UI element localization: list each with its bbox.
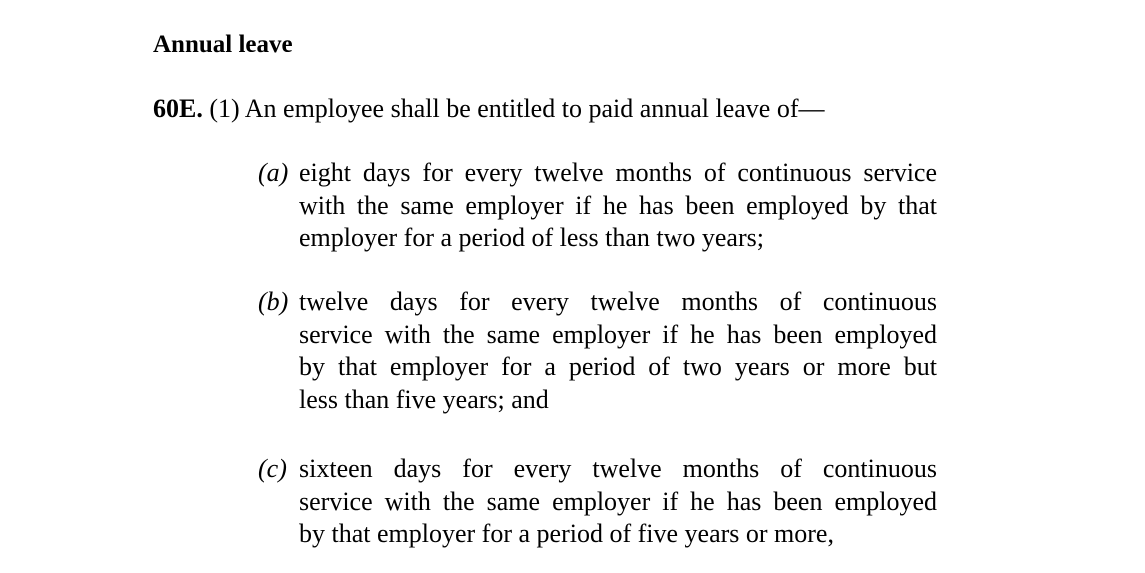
paragraph-b bbox=[258, 286, 938, 421]
paragraph-line: less than five years; and bbox=[299, 384, 549, 414]
paragraph-line: by that employer for a period of two years or more but bbox=[299, 352, 937, 381]
section-intro-text: An employee shall be entitled to paid annual leave of— bbox=[244, 94, 825, 123]
paragraph-line: twelve days for every twelve months of continuous bbox=[299, 287, 937, 316]
section-intro-line bbox=[153, 93, 825, 125]
paragraph-line: employer for a period of less than two years; bbox=[299, 223, 764, 252]
section-heading: Annual leave bbox=[153, 31, 293, 58]
subsection-number: (1) bbox=[209, 94, 240, 123]
paragraph-text bbox=[299, 286, 937, 416]
paragraph-text bbox=[299, 453, 937, 551]
paragraph-label: (c) bbox=[258, 454, 287, 483]
section-number: 60E. bbox=[153, 94, 203, 123]
paragraph-c bbox=[258, 453, 938, 553]
paragraph-line: by that employer for a period of five years or more, bbox=[299, 519, 834, 548]
paragraph-line: service with the same employer if he has been employed bbox=[299, 319, 937, 349]
paragraph-label: (a) bbox=[258, 158, 289, 187]
paragraph-line: with the same employer if he has been employed by that bbox=[299, 190, 937, 220]
paragraph-line: sixteen days for every twelve months of continuous bbox=[299, 454, 937, 483]
paragraph-text bbox=[299, 157, 937, 255]
paragraph-label: (b) bbox=[258, 287, 289, 316]
paragraph-a bbox=[258, 157, 938, 257]
paragraph-line: eight days for every twelve months of continuous service bbox=[299, 158, 937, 187]
paragraph-line: service with the same employer if he has been employed bbox=[299, 486, 937, 516]
